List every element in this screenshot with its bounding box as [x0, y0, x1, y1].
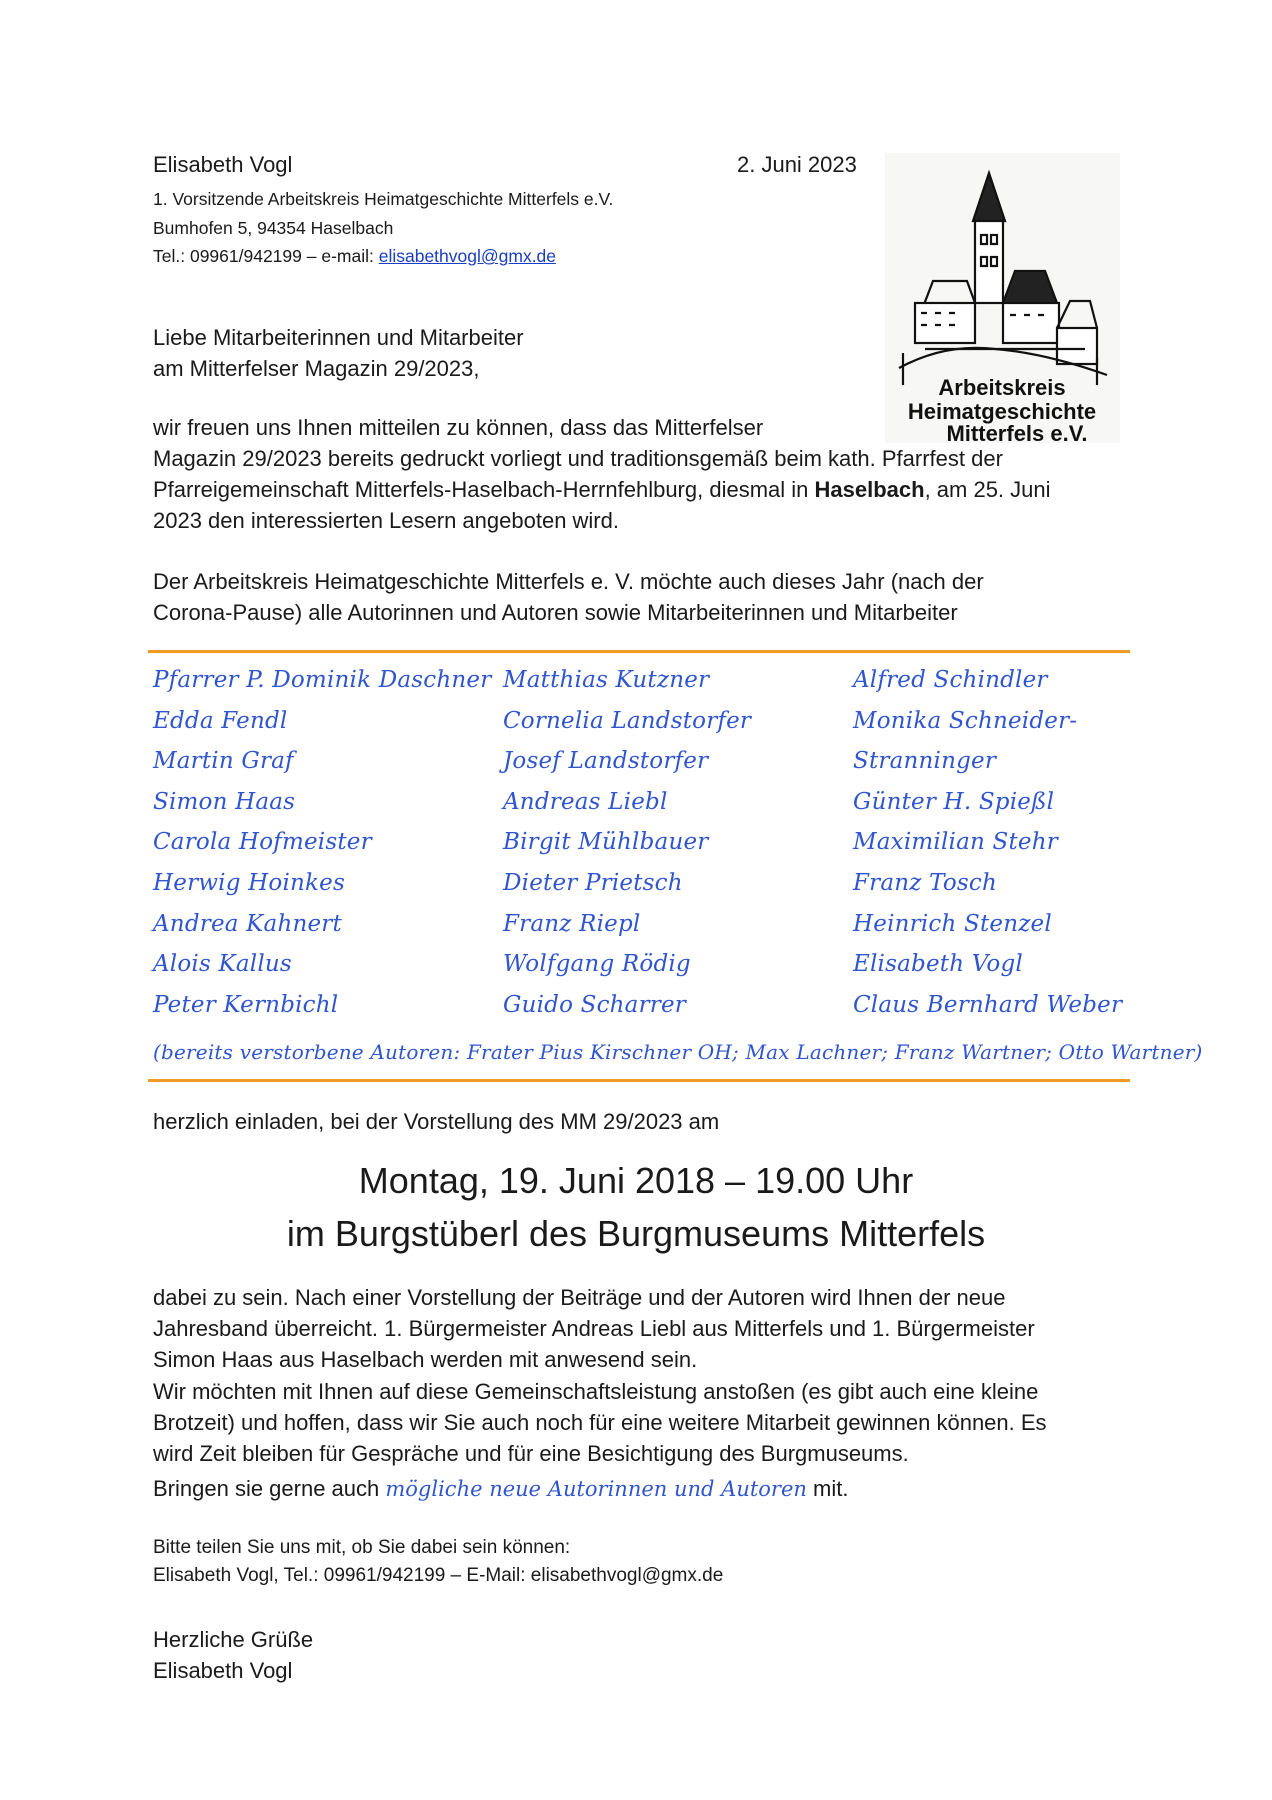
closing-block — [153, 1624, 313, 1686]
author-name: Heinrich Stenzel — [853, 910, 1052, 937]
author-name: Guido Scharrer — [503, 991, 686, 1018]
details-line: Wir möchten mit Ihnen auf diese Gemeinschaftsleistung anstoßen (es gibt auch eine kleine — [153, 1378, 1039, 1404]
sender-role: 1. Vorsitzende Arbeitskreis Heimatgeschichte Mitterfels e.V. — [153, 189, 614, 209]
author-name: Andrea Kahnert — [153, 910, 342, 937]
author-name: Peter Kernbichl — [153, 991, 339, 1018]
author-name: Herwig Hoinkes — [153, 869, 345, 896]
letter-date: 2. Juni 2023 — [737, 152, 857, 177]
invitation-paragraph — [153, 566, 1133, 628]
author-name: Maximilian Stehr — [853, 829, 1058, 856]
author-name: Monika Schneider- — [853, 707, 1078, 734]
author-name: Claus Bernhard Weber — [853, 991, 1123, 1018]
author-name: Cornelia Landstorfer — [503, 707, 752, 734]
intro-line — [153, 474, 1133, 505]
details-line: Simon Haas aus Haselbach werden mit anwesend sein. — [153, 1347, 698, 1373]
closing-greeting: Herzliche Grüße — [153, 1627, 314, 1652]
divider-bottom — [148, 1079, 1130, 1082]
logo-line1: Arbeitskreis — [938, 375, 1066, 400]
author-name: Elisabeth Vogl — [853, 951, 1023, 978]
deceased-authors-note: (bereits verstorbene Autoren: Frater Pius Kirschner OH; Max Lachner; Franz Wartner; Otto Wartner) — [153, 1040, 1203, 1064]
castle-icon — [885, 153, 1120, 443]
author-name: Andreas Liebl — [503, 788, 668, 815]
event-datetime: Montag, 19. Juni 2018 – 19.00 Uhr — [358, 1160, 914, 1201]
author-name: Edda Fendl — [153, 707, 288, 734]
details-line: Brotzeit) und hoffen, dass wir Sie auch noch für eine weitere Mitarbeit gewinnen können. Es — [153, 1409, 1047, 1435]
author-name: Franz Riepl — [503, 910, 641, 937]
author-column-1 — [153, 660, 491, 1025]
details-line: wird Zeit bleiben für Gespräche und für eine Besichtigung des Burgmuseums. — [153, 1441, 909, 1467]
logo-line2: Heimatgeschichte — [907, 399, 1097, 424]
sender-name: Elisabeth Vogl — [153, 152, 293, 177]
salutation — [153, 322, 1133, 384]
author-name: Wolfgang Rödig — [503, 951, 691, 978]
author-column-2 — [503, 660, 751, 1025]
details-line: Jahresband überreicht. 1. Bürgermeister Andreas Liebl aus Mitterfels und 1. Bürgermeister — [153, 1316, 1035, 1342]
details-line — [153, 1473, 1133, 1505]
intro-paragraph — [153, 412, 1133, 536]
author-name: Alfred Schindler — [853, 667, 1048, 693]
author-name: Simon Haas — [153, 788, 296, 815]
sender-contact — [153, 246, 556, 267]
paragraph-line: Der Arbeitskreis Heimatgeschichte Mitterfels e. V. möchte auch dieses Jahr (nach der — [153, 569, 984, 594]
author-name: Franz Tosch — [853, 869, 998, 896]
intro-text: Pfarreigemeinschaft Mitterfels-Haselbach-Herrnfehlburg, diesmal in — [153, 477, 815, 502]
rsvp-block — [153, 1534, 723, 1590]
details-line: dabei zu sein. Nach einer Vorstellung der Beiträge und der Autoren wird Ihnen der neue — [153, 1285, 1006, 1310]
author-name: Martin Graf — [153, 748, 294, 775]
details-text: Bringen sie gerne auch — [153, 1476, 386, 1502]
event-location: im Burgstüberl des Burgmuseums Mitterfels — [286, 1213, 986, 1254]
email-link[interactable]: elisabethvogl@gmx.de — [378, 246, 557, 266]
paragraph-line: Corona-Pause) alle Autorinnen und Autoren sowie Mitarbeiterinnen und Mitarbeiter — [153, 600, 958, 625]
rsvp-line: Elisabeth Vogl, Tel.: 09961/942199 – E-Mail: elisabethvogl@gmx.de — [153, 1565, 724, 1586]
intro-line: Magazin 29/2023 bereits gedruckt vorliegt und traditionsgemäß beim kath. Pfarrfest der — [153, 446, 1003, 471]
author-name: Günter H. Spießl — [853, 788, 1055, 815]
author-column-3 — [853, 660, 1122, 1025]
author-name: Carola Hofmeister — [153, 829, 372, 856]
author-name: Pfarrer P. Dominik Daschner — [153, 667, 492, 693]
author-name: Dieter Prietsch — [503, 869, 683, 896]
intro-line: wir freuen uns Ihnen mitteilen zu können, dass das Mitterfelser — [153, 415, 764, 440]
author-name: Matthias Kutzner — [503, 667, 710, 693]
details-text: mit. — [806, 1476, 849, 1502]
signature-name: Elisabeth Vogl — [153, 1658, 293, 1683]
contact-prefix: Tel.: 09961/942199 – e-mail: — [153, 246, 379, 266]
logo-line3: Mitterfels e.V. — [946, 421, 1088, 443]
author-name: Josef Landstorfer — [503, 748, 709, 775]
invite-line: herzlich einladen, bei der Vorstellung des MM 29/2023 am — [153, 1109, 720, 1134]
salutation-line: Liebe Mitarbeiterinnen und Mitarbeiter — [153, 325, 524, 350]
sender-address: Bumhofen 5, 94354 Haselbach — [153, 218, 394, 238]
rsvp-line: Bitte teilen Sie uns mit, ob Sie dabei sein können: — [153, 1537, 571, 1558]
author-name: Stranninger — [853, 748, 997, 775]
details-paragraph — [153, 1282, 1133, 1505]
salutation-line: am Mitterfelser Magazin 29/2023, — [153, 356, 480, 381]
intro-text: , am 25. Juni — [924, 477, 1051, 502]
new-authors-highlight: mögliche neue Autorinnen und Autoren — [385, 1477, 807, 1502]
divider-top — [148, 650, 1130, 653]
intro-line: 2023 den interessierten Lesern angeboten wird. — [153, 508, 619, 533]
author-name: Birgit Mühlbauer — [503, 829, 709, 856]
author-name: Alois Kallus — [153, 951, 292, 978]
association-logo — [885, 153, 1120, 443]
intro-location-bold: Haselbach — [814, 477, 925, 502]
